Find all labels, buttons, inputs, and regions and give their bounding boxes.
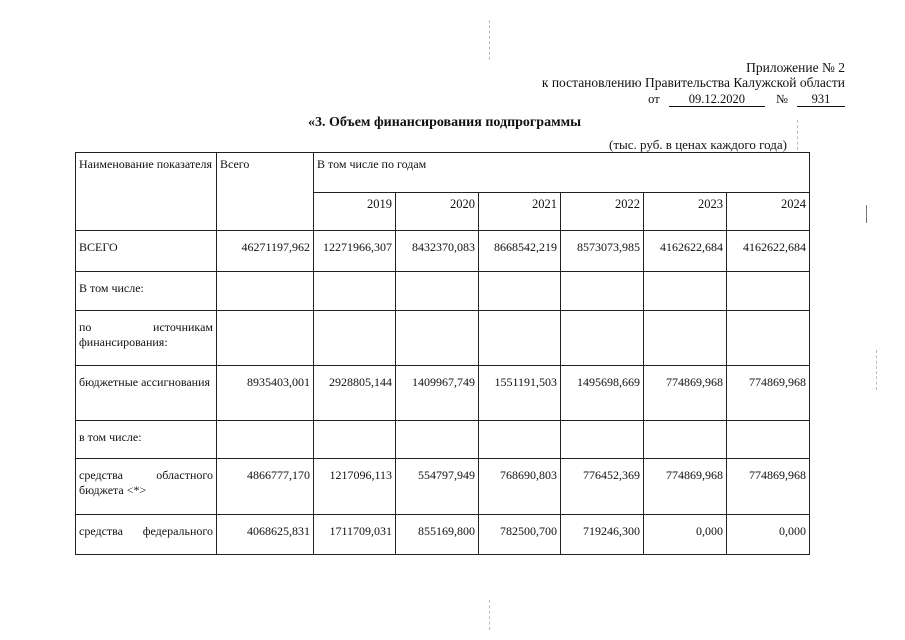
- table-header-row: [76, 153, 810, 193]
- col-header-years-group: В том числе по годам: [314, 153, 810, 193]
- resolution-label: к постановлению Правительства Калужской области: [541, 75, 845, 90]
- table-row: [76, 515, 810, 555]
- units-note: (тыс. руб. в ценах каждого года): [609, 137, 787, 152]
- table-row: [76, 366, 810, 421]
- table-cell: 782500,700: [479, 515, 561, 555]
- page-title: «3. Объем финансирования подпрограммы: [308, 115, 582, 130]
- row-label: ВСЕГО: [76, 231, 217, 272]
- resolution-date-line: [648, 91, 845, 107]
- table-cell: 12271966,307: [314, 231, 396, 272]
- table-cell: 0,000: [727, 515, 810, 555]
- table-cell: 1217096,113: [314, 459, 396, 515]
- table-row: [76, 459, 810, 515]
- table-cell: 1711709,031: [314, 515, 396, 555]
- col-header-name: Наименование показателя: [76, 153, 217, 231]
- table-cell: 8573073,985: [561, 231, 644, 272]
- table-cell: 774869,968: [644, 366, 727, 421]
- table-cell: 1551191,503: [479, 366, 561, 421]
- row-label-part: бюджета <*>: [79, 483, 147, 497]
- resolution-date: 09.12.2020: [669, 92, 765, 107]
- row-label-part: источникам: [153, 320, 213, 334]
- row-label: бюджетные ассигнования: [76, 366, 217, 421]
- table-row: [76, 272, 810, 311]
- table-cell: 8432370,083: [396, 231, 479, 272]
- row-label: [76, 459, 217, 515]
- table-cell: 8935403,001: [217, 366, 314, 421]
- table-cell: 4162622,684: [644, 231, 727, 272]
- table-row: [76, 421, 810, 459]
- number-prefix: №: [775, 92, 788, 106]
- table-cell: 4162622,684: [727, 231, 810, 272]
- table-cell: 719246,300: [561, 515, 644, 555]
- financing-table: [75, 152, 810, 555]
- table-row: [76, 231, 810, 272]
- scan-artifact: [489, 20, 490, 60]
- resolution-number: 931: [797, 92, 845, 107]
- row-label-part: по: [79, 320, 92, 334]
- table-cell: 855169,800: [396, 515, 479, 555]
- row-label: [76, 311, 217, 366]
- scan-artifact: [489, 600, 490, 630]
- table-cell: 554797,949: [396, 459, 479, 515]
- table-cell: 1495698,669: [561, 366, 644, 421]
- year-header: 2019: [314, 193, 396, 231]
- table-cell: 4866777,170: [217, 459, 314, 515]
- table-cell: 1409967,749: [396, 366, 479, 421]
- row-label-part: областного: [156, 468, 213, 482]
- table-cell: 776452,369: [561, 459, 644, 515]
- table-cell: 768690,803: [479, 459, 561, 515]
- row-label: в том числе:: [76, 421, 217, 459]
- year-header: 2023: [644, 193, 727, 231]
- row-label-part: средства: [79, 468, 124, 482]
- year-header: 2022: [561, 193, 644, 231]
- year-header: 2020: [396, 193, 479, 231]
- col-header-total: Всего: [217, 153, 314, 231]
- scan-artifact: [866, 205, 867, 223]
- scan-artifact: [797, 120, 798, 150]
- year-header: 2021: [479, 193, 561, 231]
- table-cell: 8668542,219: [479, 231, 561, 272]
- year-header: 2024: [727, 193, 810, 231]
- scan-artifact: [876, 350, 877, 390]
- table-cell: 2928805,144: [314, 366, 396, 421]
- table-cell: 774869,968: [727, 459, 810, 515]
- table-cell: 46271197,962: [217, 231, 314, 272]
- row-label-part: федерального: [142, 524, 213, 538]
- table-row: [76, 311, 810, 366]
- table-cell: 4068625,831: [217, 515, 314, 555]
- table-cell: 774869,968: [644, 459, 727, 515]
- row-label-part: финансирования:: [79, 335, 168, 349]
- appendix-label: Приложение № 2: [746, 60, 845, 75]
- date-prefix: от: [648, 92, 660, 106]
- row-label-part: средства: [79, 524, 124, 538]
- row-label: [76, 515, 217, 555]
- table-cell: 774869,968: [727, 366, 810, 421]
- table-cell: 0,000: [644, 515, 727, 555]
- row-label: В том числе:: [76, 272, 217, 311]
